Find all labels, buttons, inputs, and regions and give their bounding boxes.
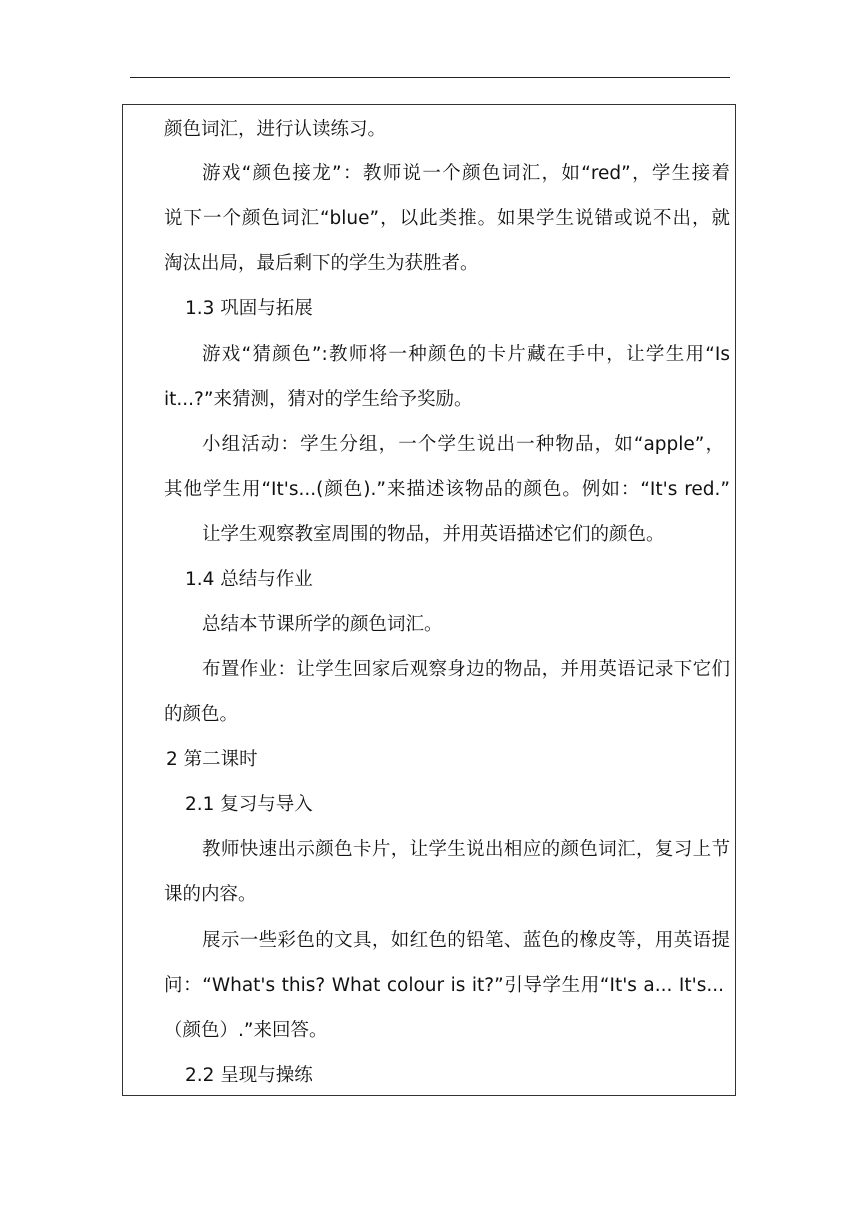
paragraph-line: 说下一个颜色词汇“blue”，以此类推。如果学生说错或说不出，就 <box>164 208 730 229</box>
paragraph-line: 淘汰出局，最后剩下的学生为获胜者。 <box>164 253 479 274</box>
section-heading: 2.2 呈现与操练 <box>185 1065 313 1086</box>
section-heading: 1.4 总结与作业 <box>185 569 313 590</box>
paragraph-line: 颜色词汇，进行认读练习。 <box>164 119 387 140</box>
section-heading: 1.3 巩固与拓展 <box>185 298 313 319</box>
paragraph-line: 教师快速出示颜色卡片，让学生说出相应的颜色词汇，复习上节 <box>202 839 730 860</box>
paragraph-line: 的颜色。 <box>164 704 239 725</box>
paragraph-line: 布置作业：让学生回家后观察身边的物品，并用英语记录下它们 <box>202 659 730 680</box>
paragraph-line: 其他学生用“It's...(颜色).”来描述该物品的颜色。例如：“It's red.” <box>164 479 730 500</box>
paragraph-line: 游戏“颜色接龙”：教师说一个颜色词汇，如“red”，学生接着 <box>202 163 730 184</box>
paragraph-line: 课的内容。 <box>164 884 257 905</box>
paragraph-line: 问：“What's this? What colour is it?”引导学生用“It's a... It's... <box>164 975 724 996</box>
paragraph-line: it...?”来猜测，猜对的学生给予奖励。 <box>164 389 473 410</box>
header-rule <box>130 77 730 78</box>
paragraph-line: 游戏“猜颜色”:教师将一种颜色的卡片藏在手中，让学生用“Is <box>202 344 730 365</box>
paragraph-line: 让学生观察教室周围的物品，并用英语描述它们的颜色。 <box>202 524 665 545</box>
paragraph-line: （颜色）.”来回答。 <box>164 1020 328 1041</box>
section-heading: 2.1 复习与导入 <box>185 794 313 815</box>
chapter-heading: 2 第二课时 <box>166 749 258 770</box>
paragraph-line: 展示一些彩色的文具，如红色的铅笔、蓝色的橡皮等，用英语提 <box>202 930 730 951</box>
paragraph-line: 小组活动：学生分组，一个学生说出一种物品，如“apple”， <box>202 434 724 455</box>
paragraph-line: 总结本节课所学的颜色词汇。 <box>202 614 443 635</box>
